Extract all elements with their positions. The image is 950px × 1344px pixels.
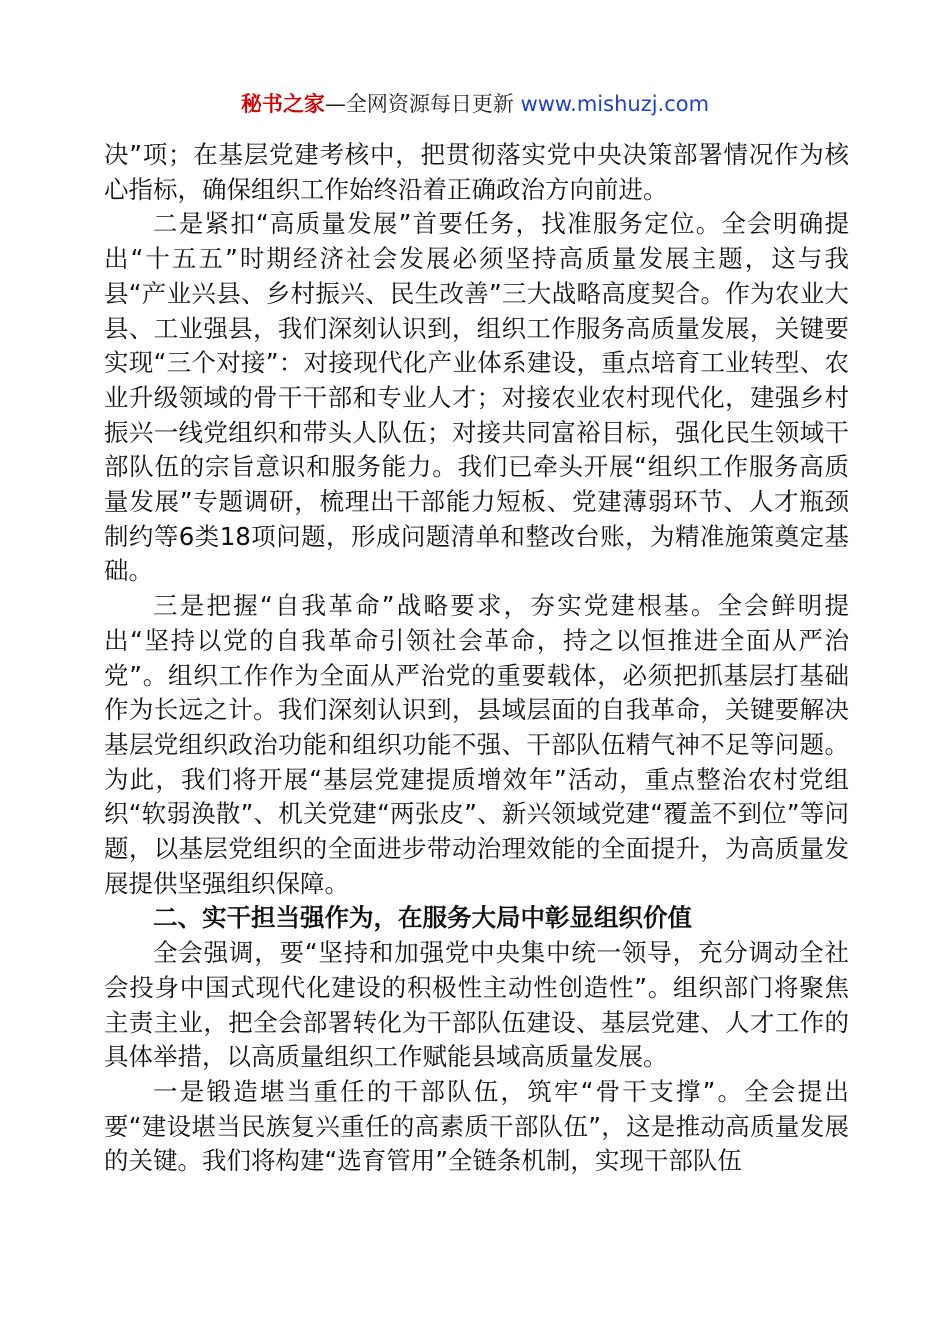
paragraph-high-quality-development: 二是紧扣“高质量发展”首要任务，找准服务定位。全会明确提出“十五五”时期经济社会发展必须坚持高质量发展主题，这与我县“产业兴县、乡村振兴、民生改善”三大战略高度契合。作为农业大县、工业强县，我们深刻认识到，组织工作服务高质量发展，关键要实现“三个对接”：对接现代化产业体系建设，重点培育工业转型、农业升级领域的骨干干部和专业人才；对接农业农村现代化，建强乡村振兴一线党组织和带头人队伍；对接共同富裕目标，强化民生领域干部队伍的宗旨意识和服务能力。我们已牵头开展“组织工作服务高质量发展”专题调研，梳理出干部能力短板、党建薄弱环节、人才瓶颈制约等6类18项问题，形成问题清单和整改台账，为精准施策奠定基础。 — [104, 209, 849, 586]
paragraph-plenary-emphasis: 全会强调，要“坚持和加强党中央集中统一领导，充分调动全社会投身中国式现代化建设的积极性主动性创造性”。组织部门将聚焦主责主业，把全会部署转化为干部队伍建设、基层党建、人才工作的具体举措，以高质量组织工作赋能县域高质量发展。 — [104, 938, 849, 1072]
section-heading: 二、实干担当强作为，在服务大局中彰显组织价值 — [153, 903, 692, 933]
header-slogan: —全网资源每日更新 — [324, 92, 514, 116]
paragraph-continuation: 决”项；在基层党建考核中，把贯彻落实党中央决策部署情况作为核心指标，确保组织工作始终沿着正确政治方向前进。 — [104, 140, 849, 204]
brand-name: 秘书之家 — [240, 92, 325, 116]
document-body — [104, 138, 849, 1179]
site-url-link[interactable]: www.mishuzj.com — [520, 92, 710, 116]
paragraph-self-revolution: 三是把握“自我革命”战略要求，夯实党建根基。全会鲜明提出“坚持以党的自我革命引领社会革命，持之以恒推进全面从严治党”。组织工作作为全面从严治党的重要载体，必须把抓基层打基础作为长远之计。我们深刻认识到，县域层面的自我革命，关键要解决基层党组织政治功能和组织功能不强、干部队伍精气神不足等问题。为此，我们将开展“基层党建提质增效年”活动，重点整治农村党组织“软弱涣散”、机关党建“两张皮”、新兴领域党建“覆盖不到位”等问题，以基层党组织的全面进步带动治理效能的全面提升，为高质量发展提供坚强组织保障。 — [104, 591, 849, 898]
paragraph-cadre-team: 一是锻造堪当重任的干部队伍，筑牢“骨干支撑”。全会提出要“建设堪当民族复兴重任的高素质干部队伍”，这是推动高质量发展的关键。我们将构建“选育管用”全链条机制，实现干部队伍 — [104, 1076, 849, 1176]
page-header — [0, 88, 950, 120]
